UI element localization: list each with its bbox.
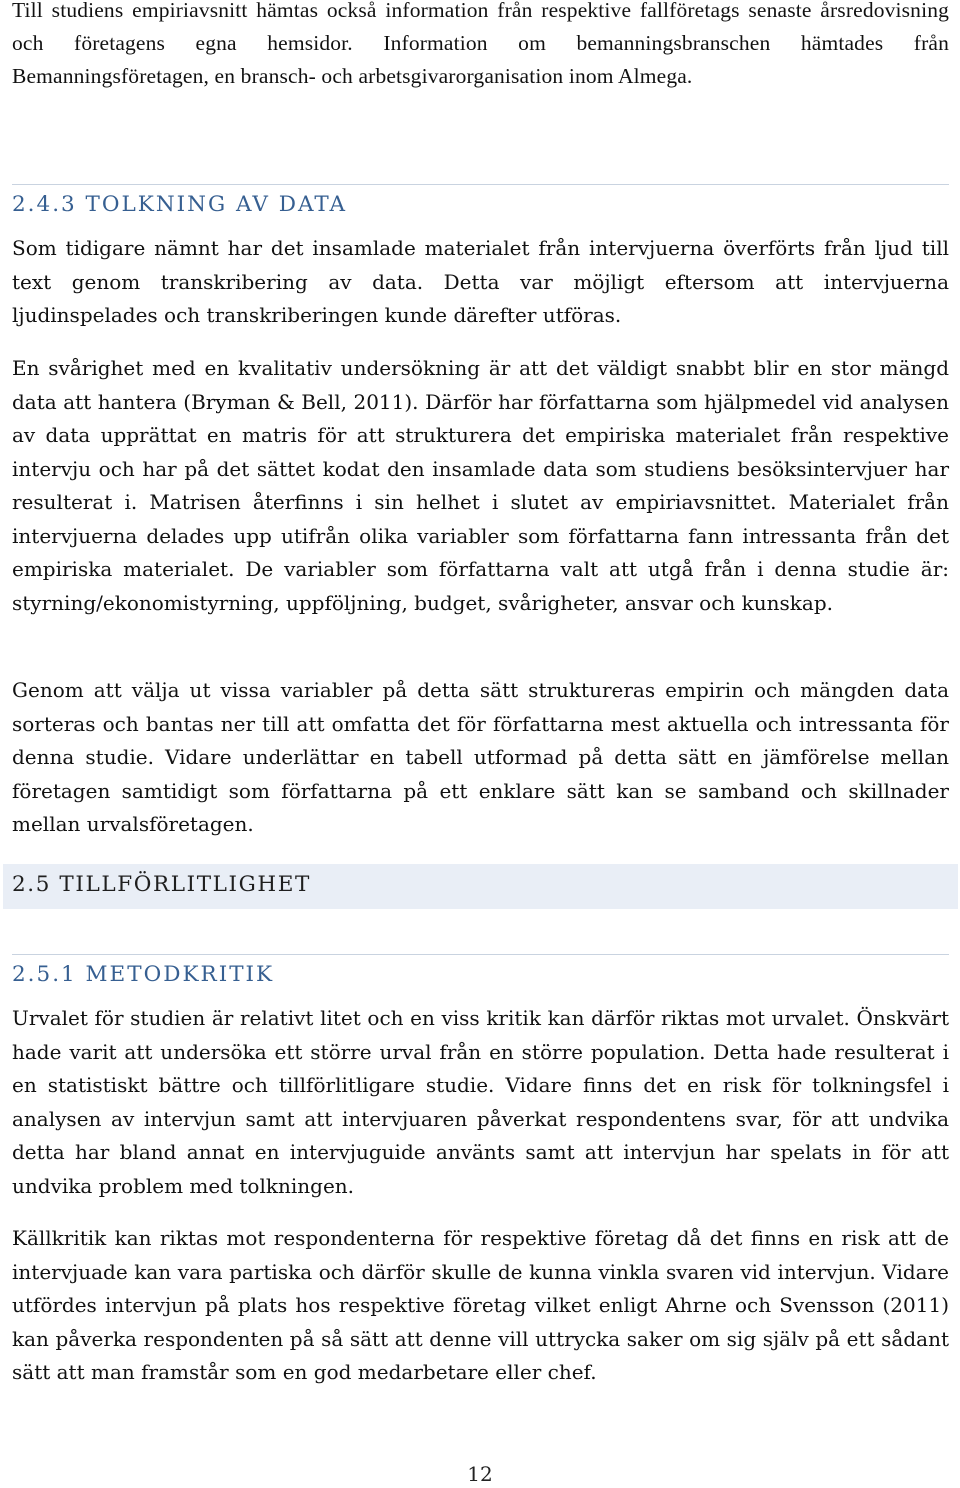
section-divider (12, 954, 949, 955)
body-paragraph: Som tidigare nämnt har det insamlade materialet från intervjuerna överförts från ljud till text genom transkribering av data. Detta var möjligt eftersom att intervjuerna ljudinspelades och transkriberingen kunde därefter utföras. (12, 236, 949, 327)
section-2-4-3-para-3 (12, 674, 949, 842)
section-heading-2-5: 2.5 TILLFÖRLITLIGHET (12, 872, 311, 897)
section-heading-2-5-1: 2.5.1 METODKRITIK (12, 962, 275, 987)
section-2-4-3-para-2 (12, 352, 949, 620)
section-2-5-1-para-1 (12, 1002, 949, 1203)
body-paragraph: Genom att välja ut vissa variabler på detta sätt struktureras empirin och mängden data sorteras och bantas ner till att omfatta det för författarna mest aktuella och intressanta för denna studie. Vidare underlättar en tabell utformad på detta sätt en jämförelse mellan företagen samtidigt som författarna på ett enklare sätt kan se samband och skillnader mellan urvalsföretagen. (12, 678, 949, 836)
body-paragraph: Urvalet för studien är relativt litet och en viss kritik kan därför riktas mot urvalet. Önskvärt hade varit att undersöka ett större urval från en större population. Detta hade resulterat i en statistiskt bättre och tillförlitligare studie. Vidare finns det en risk för tolkningsfel i analysen av intervjun samt att intervjuaren påverkat respondentens svar, för att undvika detta har bland annat en intervjuguide använts samt att intervjun har spelats in för att undvika problem med tolkningen. (12, 1006, 949, 1198)
section-heading-2-4-3: 2.4.3 TOLKNING AV DATA (12, 192, 348, 217)
intro-block (12, 0, 949, 93)
body-paragraph: Källkritik kan riktas mot respondenterna för respektive företag då det finns en risk att de intervjuade kan vara partiska och därför skulle de kunna vinkla svaren vid intervjun. Vidare utfördes intervjun på plats hos respektive företag vilket enligt Ahrne och Svensson (2011) kan påverka respondenten på så sätt att denne vill uttrycka saker om sig själv på ett sådant sätt att man framstår som en god medarbetare eller chef. (12, 1226, 949, 1384)
section-divider (12, 184, 949, 185)
body-paragraph: En svårighet med en kvalitativ undersökning är att det väldigt snabbt blir en stor mängd data att hantera (Bryman & Bell, 2011). Därför har författarna som hjälpmedel vid analysen av data upprättat en matris för att strukturera det empiriska materialet från respektive intervju och har på det sättet kodat den insamlade data som studiens besöksintervjuer har resulterat i. Matrisen återfinns i sin helhet i slutet av empiriavsnittet. Materialet från intervjuerna delades upp utifrån olika variabler som författarna fann intressanta från det empiriska materialet. De variabler som författarna valt att utgå från i denna studie är: styrning/ekonomistyrning, uppföljning, budget, svårigheter, ansvar och kunskap. (12, 356, 949, 615)
page-number: 12 (467, 1462, 493, 1486)
section-2-5-1-para-2 (12, 1222, 949, 1390)
section-2-4-3-para-1 (12, 232, 949, 333)
intro-paragraph: Till studiens empiriavsnitt hämtas också information från respektive fallföretags senaste årsredovisning och företagens egna hemsidor. Information om bemanningsbranschen hämtades från Bemanningsföretagen, en bransch- och arbetsgivarorganisation inom Almega. (12, 0, 949, 88)
